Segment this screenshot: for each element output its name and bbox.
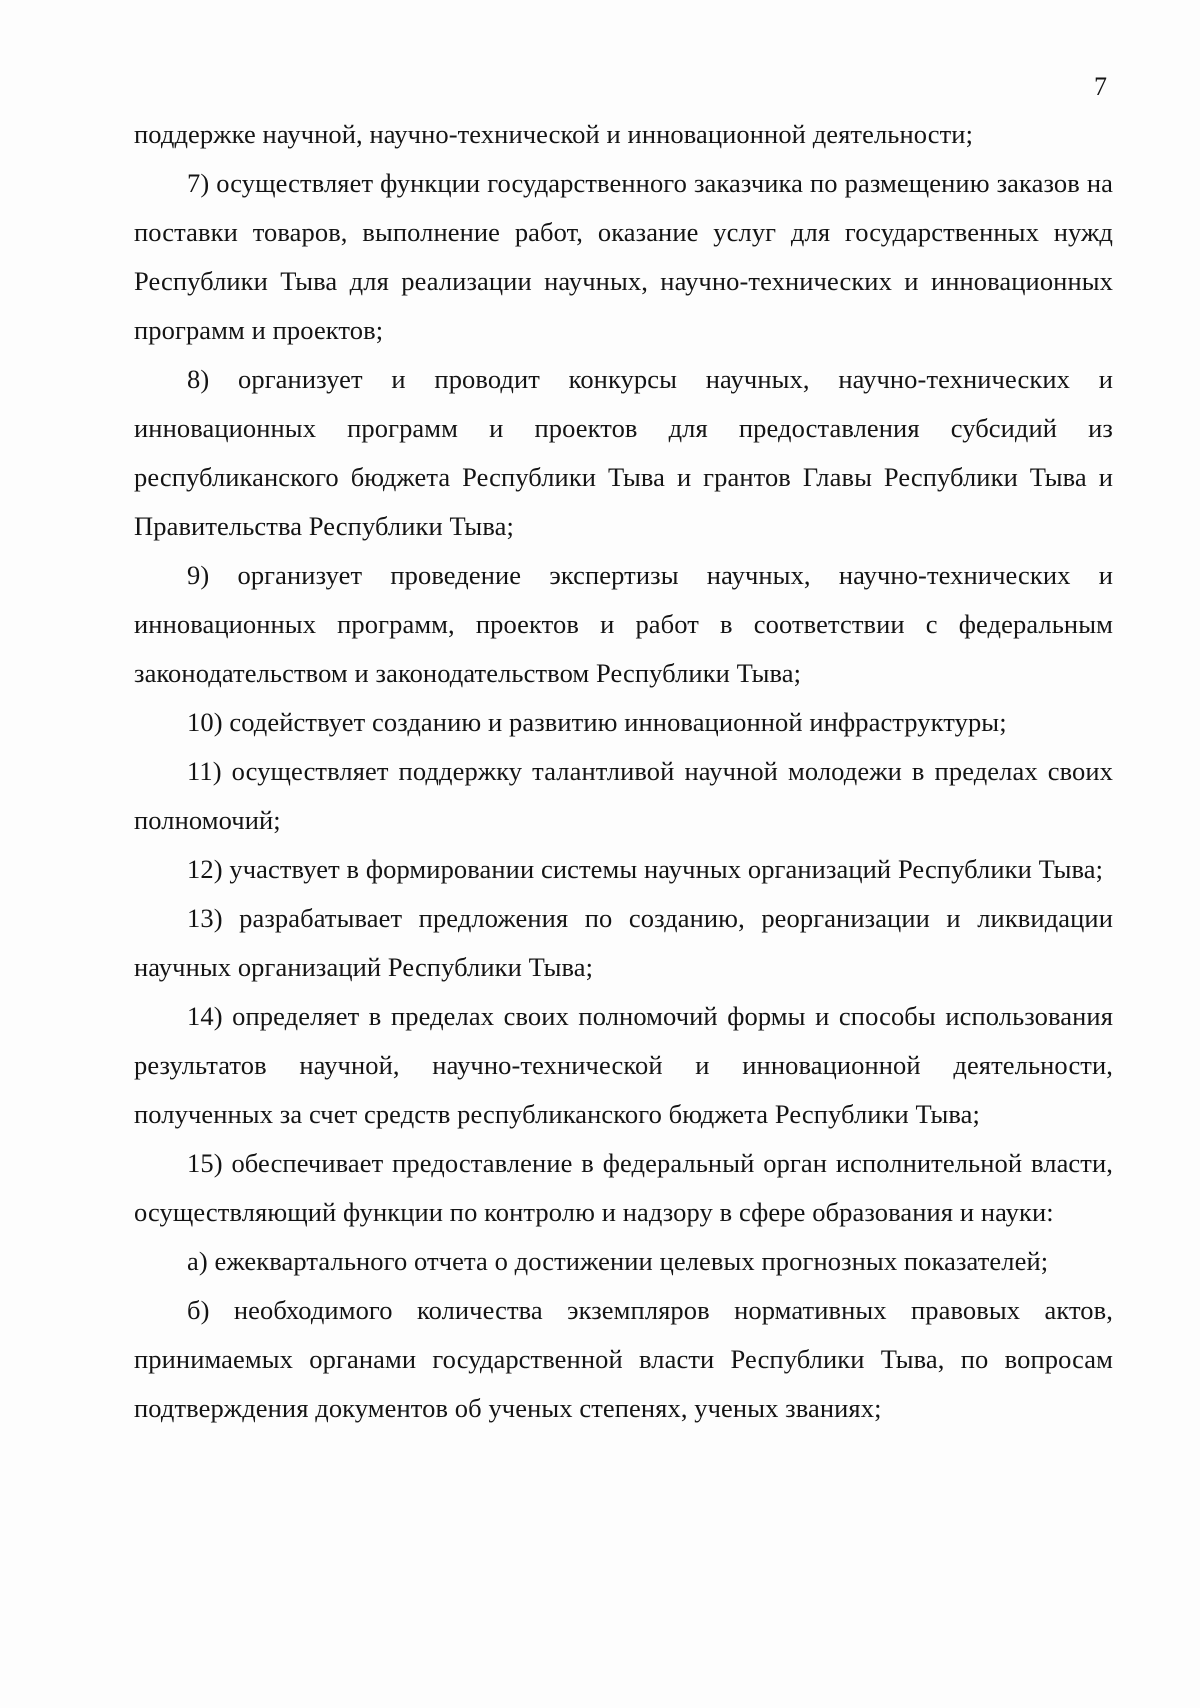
document-body: [134, 110, 1113, 1433]
paragraph-item-8: 8) организует и проводит конкурсы научных, научно-технических и инновационных программ и проектов для предоставления субсидий из республиканского бюджета Республики Тыва и грантов Главы Республики Тыва и Правительства Республики Тыва;: [134, 364, 1113, 541]
paragraph-item-9: 9) организует проведение экспертизы научных, научно-технических и инновационных программ, проектов и работ в соответствии с федеральным законодательством и законодательством Республики Тыва;: [134, 560, 1113, 688]
paragraph-subitem-b: б) необходимого количества экземпляров нормативных правовых актов, принимаемых органами государственной власти Республики Тыва, по вопросам подтверждения документов об ученых степенях, ученых званиях;: [134, 1295, 1113, 1423]
paragraph-item-11: 11) осуществляет поддержку талантливой научной молодежи в пределах своих полномочий;: [134, 756, 1113, 835]
paragraph-item-14: 14) определяет в пределах своих полномочий формы и способы использования результатов научной, научно-технической и инновационной деятельности, полученных за счет средств республиканского бюджета Республики Тыва;: [134, 1001, 1113, 1129]
paragraph-item-10: 10) содействует созданию и развитию инновационной инфраструктуры;: [187, 707, 1007, 737]
paragraph-continuation: поддержке научной, научно-технической и инновационной деятельности;: [134, 119, 974, 149]
page-number: 7: [1094, 72, 1107, 101]
paragraph-item-7: 7) осуществляет функции государственного заказчика по размещению заказов на поставки товаров, выполнение работ, оказание услуг для государственных нужд Республики Тыва для реализации научных, научно-технических и инновационных программ и проектов;: [134, 168, 1113, 345]
paragraph-item-15: 15) обеспечивает предоставление в федеральный орган исполнительной власти, осуществляющий функции по контролю и надзору в сфере образования и науки:: [134, 1148, 1113, 1227]
paragraph-item-13: 13) разрабатывает предложения по созданию, реорганизации и ликвидации научных организаций Республики Тыва;: [134, 903, 1113, 982]
paragraph-subitem-a: а) ежеквартального отчета о достижении целевых прогнозных показателей;: [187, 1246, 1049, 1276]
paragraph-item-12: 12) участвует в формировании системы научных организаций Республики Тыва;: [187, 854, 1104, 884]
